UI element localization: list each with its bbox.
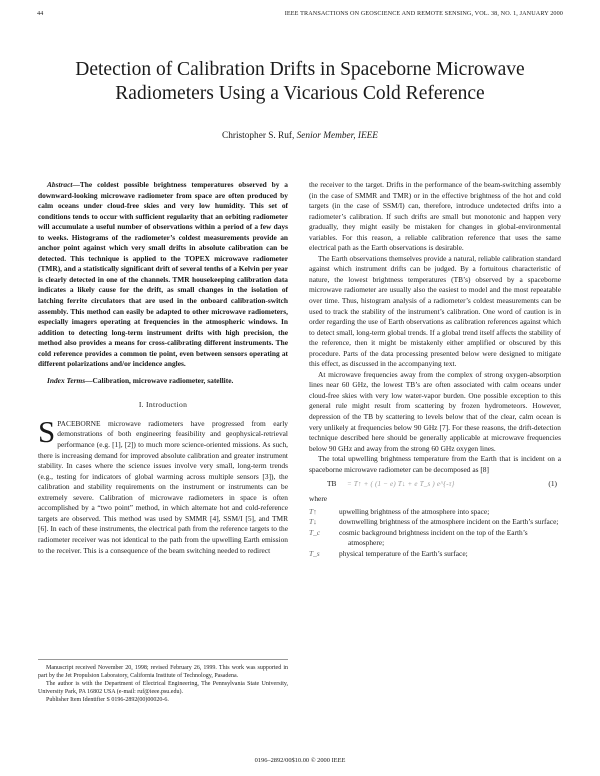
equation-lhs: TB — [327, 479, 337, 489]
definition-item — [309, 528, 561, 549]
first-word: PACEBORNE — [57, 418, 101, 428]
definition-text: physical temperature of the Earth’s surface; — [339, 548, 468, 558]
definition-symbol: T↓ — [309, 517, 317, 527]
abstract-text: The coldest possible brightness temperatures observed by a downward-looking microwave radiometer from space are often produced by calm oceans under cloud-free skies and very low humidity. This set of conditions tends to occur with sufficient regularity that an orbiting radiometer will accumulate a useful number of observations within a period of a few days to weeks. Histograms of the radiometer’s coldest measurements provide an anchor point against which very small drifts in absolute calibration can be detected. This technique is applied to the TOPEX microwave radiometer (TMR), and a statistically significant drift of several tenths of a Kelvin per year is clearly detected in one of the channels. TMR housekeeping calibration data indicates a likely cause for the drift, as small changes in the isolation of latching ferrite circulators that are used in the onboard calibration-switch assembly. This method can easily be adapted to other microwave radiometers, especially imagers operating at frequencies in the atmospheric windows. In addition to detecting long-term instrument drifts with high precision, the method also provides a means for cross-calibrating different instruments. The cold reference provides a common tie point, even between sensors operating at different polarizations and/or incidence angles. — [38, 180, 288, 369]
page-number: 44 — [37, 10, 44, 17]
intro-paragraph — [38, 413, 288, 556]
author-line — [40, 131, 560, 141]
journal-header: IEEE TRANSACTIONS ON GEOSCIENCE AND REMOTE SENSING, VOL. 38, NO. 1, JANUARY 2000 — [284, 10, 563, 17]
paragraph-3: At microwave frequencies away from the complex of strong oxygen-absorption lines near 60 GHz, the lowest TB’s are often associated with calm oceans under cloud-free skies with very low water-vapor burden. One possible exception to this general rule might result from scattering by frozen hydrometeors. However, depression of the TB by scattering to levels below that of the clear, calm ocean is very unlikely at frequencies below 90 GHz [7]. For these reasons, the drift-detection technique described here should be generally applicable at microwave frequencies below 90 GHz and away from the strong 60 GHz oxygen lines. — [309, 369, 561, 453]
paper-title: Detection of Calibration Drifts in Spaceborne Microwave Radiometers Using a Vicarious Cold Reference — [75, 59, 525, 104]
left-column — [38, 180, 288, 556]
copyright-footer: 0196–2892/00$10.00 © 2000 IEEE — [254, 757, 346, 764]
definition-symbol: T↑ — [309, 506, 317, 516]
running-header — [37, 10, 563, 22]
definition-text: upwelling brightness of the atmosphere into space; — [339, 506, 490, 516]
definition-text: cosmic background brightness incident on the top of the Earth’s atmosphere; — [339, 527, 528, 548]
footnote-identifier: Publisher Item Identifier S 0196-2892(00)00020-6. — [46, 697, 169, 704]
symbol-definitions — [309, 507, 561, 560]
equation-number: (1) — [548, 479, 557, 489]
intro-text: microwave radiometers have progressed from early demonstrations of both engineering feasibility and geophysical-retrieval performance (e.g. [1], [2]) to much more science-oriented missions. As such, there is increasing demand for improved absolute calibration and greater instrument stability. In cases where the science issues involve very small, long-term trends (e.g., testing for indicators of global warming across multiple sensors [3]), the calibration and stability requirements on the instrument or instruments can be extremely severe. Calibration of microwave radiometers in space is often accomplished by a “two point” method, in which alternate hot and cold-reference targets are observed. This method was used by SMMR [4], SSM/I [5], and TMR [6]. In each of these instruments, the electrical path from the reference targets to the radiometer receiver was not identical to the path from the upwelling Earth emission to the receiver. This is a consequence of the beam switching needed to redirect — [38, 418, 288, 555]
paragraph-continued: the receiver to the target. Drifts in the performance of the beam-switching assembly (in the case of SMMR and TMR) or in the effective brightness of the hot and cold targets (in the case of SSM/I) can, therefore, introduce undetected drifts into a radiometer’s calibration. If such drifts are small but monotonic and happen very gradually, they might easily be mistaken for changes in global-environmental variables. For this reason, a reliable calibration reference that uses the same electrical path as the Earth observations is desirable. — [309, 180, 561, 253]
definition-item — [309, 517, 561, 528]
footnote-author: The author is with the Department of Electrical Engineering, The Pennsylvania State University, University Park, PA 16802 USA (e-mail: ruf@ieee.psu.edu). — [38, 681, 288, 696]
paragraph-2: The Earth observations themselves provide a natural, reliable calibration standard against which instrument drifts can be judged. By a fortuitous characteristic of nature, the lowest brightness temperatures (TB’s) observed by a spaceborne microwave radiometer are usually also the easiest to model and the most repeatable over time. Thus, histogram analysis of a radiometer’s coldest measurements can be used to track the stability of the instrument’s calibration. One word of caution is in order regarding the use of Earth observations as calibration references against which to detect small, long-term global trends. If a global trend itself affects the stability of the reference, then it might be mistakenly either amplified or obscured by this procedure. Parts of the data processing presented below were designed to mitigate this effect, as discussed in the accompanying text. — [309, 253, 561, 369]
equation-rhs: = T↑ + ( (1 − e) T↓ + e T_s ) e^{-τ} — [347, 480, 455, 489]
index-terms: Index Terms—Calibration, microwave radiometer, satellite. — [47, 375, 234, 385]
definition-symbol: T_c — [309, 527, 321, 537]
definition-text: downwelling brightness of the atmosphere incident on the Earth’s surface; — [339, 517, 559, 527]
index-terms-text: Calibration, microwave radiometer, satellite. — [92, 375, 234, 385]
equation-1 — [309, 479, 561, 491]
paragraph-4: The total upwelling brightness temperature from the Earth that is incident on a spaceborne microwave radiometer can be decomposed as [8] — [309, 454, 561, 474]
abstract: Abstract—The coldest possible brightness temperatures observed by a downward-looking microwave radiometer from space are often produced by calm oceans under cloud-free skies and very low humidity. This set of conditions tends to occur with sufficient regularity that an orbiting radiometer will accumulate a useful number of observations within a period of a few days to weeks. Histograms of the radiometer’s coldest measurements provide an anchor point against which very small drifts in absolute calibration can be detected. This technique is applied to the TOPEX microwave radiometer (TMR), and a statistically significant drift of several tenths of a Kelvin per year is clearly detected in one of the channels. TMR housekeeping calibration data indicates a likely cause for the drift, as small changes in the isolation of latching ferrite circulators that are used in the onboard calibration-switch assembly. This method can easily be adapted to other microwave radiometers, especially imagers operating at frequencies in the atmospheric windows. In addition to detecting long-term instrument drifts with high precision, the method also provides a means for cross-calibrating different instruments. The cold reference provides a common tie point, even between sensors operating at different polarizations and/or incidence angles. — [38, 180, 288, 369]
footnote — [38, 659, 288, 704]
section-heading: I. Introduction — [138, 400, 188, 410]
right-column — [309, 180, 561, 559]
abstract-label: Abstract — [47, 180, 73, 189]
definition-item — [309, 549, 561, 560]
footnote-manuscript: Manuscript received November 20, 1998; revised February 26, 1999. This work was supported in part by the Jet Propulsion Laboratory, California Institute of Technology, Pasadena. — [38, 665, 288, 680]
index-terms-label: Index Terms — [47, 375, 86, 385]
author-membership: Senior Member, IEEE — [296, 131, 378, 141]
definition-item — [309, 507, 561, 518]
definition-symbol: T_s — [309, 548, 320, 558]
where-label: where — [309, 494, 328, 504]
author-name: Christopher S. Ruf, — [222, 131, 295, 141]
drop-cap: S — [38, 413, 56, 449]
